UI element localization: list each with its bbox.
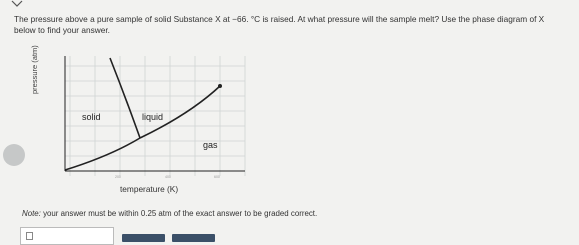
- region-gas-label: gas: [203, 140, 218, 150]
- question-line-1: The pressure above a pure sample of solid Substance X at −66. °C is raised. At what pressure will the sample melt? Use the phase diagram of X: [14, 14, 545, 24]
- x-tick-label: 600: [214, 175, 220, 179]
- question-text: [14, 14, 570, 36]
- answer-unit-icon: [26, 232, 33, 240]
- question-line-2: below to find your answer.: [14, 25, 110, 35]
- critical-point: [218, 84, 222, 88]
- x-tick-label: 400: [165, 175, 171, 179]
- drag-handle[interactable]: [3, 144, 25, 166]
- region-solid-label: solid: [82, 112, 101, 122]
- note-text: [22, 209, 317, 218]
- x-tick-label: 200: [115, 175, 121, 179]
- note-prefix: Note:: [22, 209, 41, 218]
- check-button[interactable]: [122, 234, 165, 242]
- x-axis-label: temperature (K): [120, 184, 179, 194]
- note-body: your answer must be within 0.25 atm of the exact answer to be graded correct.: [40, 209, 318, 218]
- explanation-button[interactable]: [172, 234, 215, 242]
- answer-input[interactable]: [20, 227, 114, 245]
- chevron-down-icon[interactable]: [10, 0, 24, 8]
- region-liquid-label: liquid: [142, 112, 164, 122]
- y-axis-label: pressure (atm): [30, 45, 39, 94]
- phase-diagram: [30, 56, 255, 196]
- sublimation-curve: [65, 138, 140, 170]
